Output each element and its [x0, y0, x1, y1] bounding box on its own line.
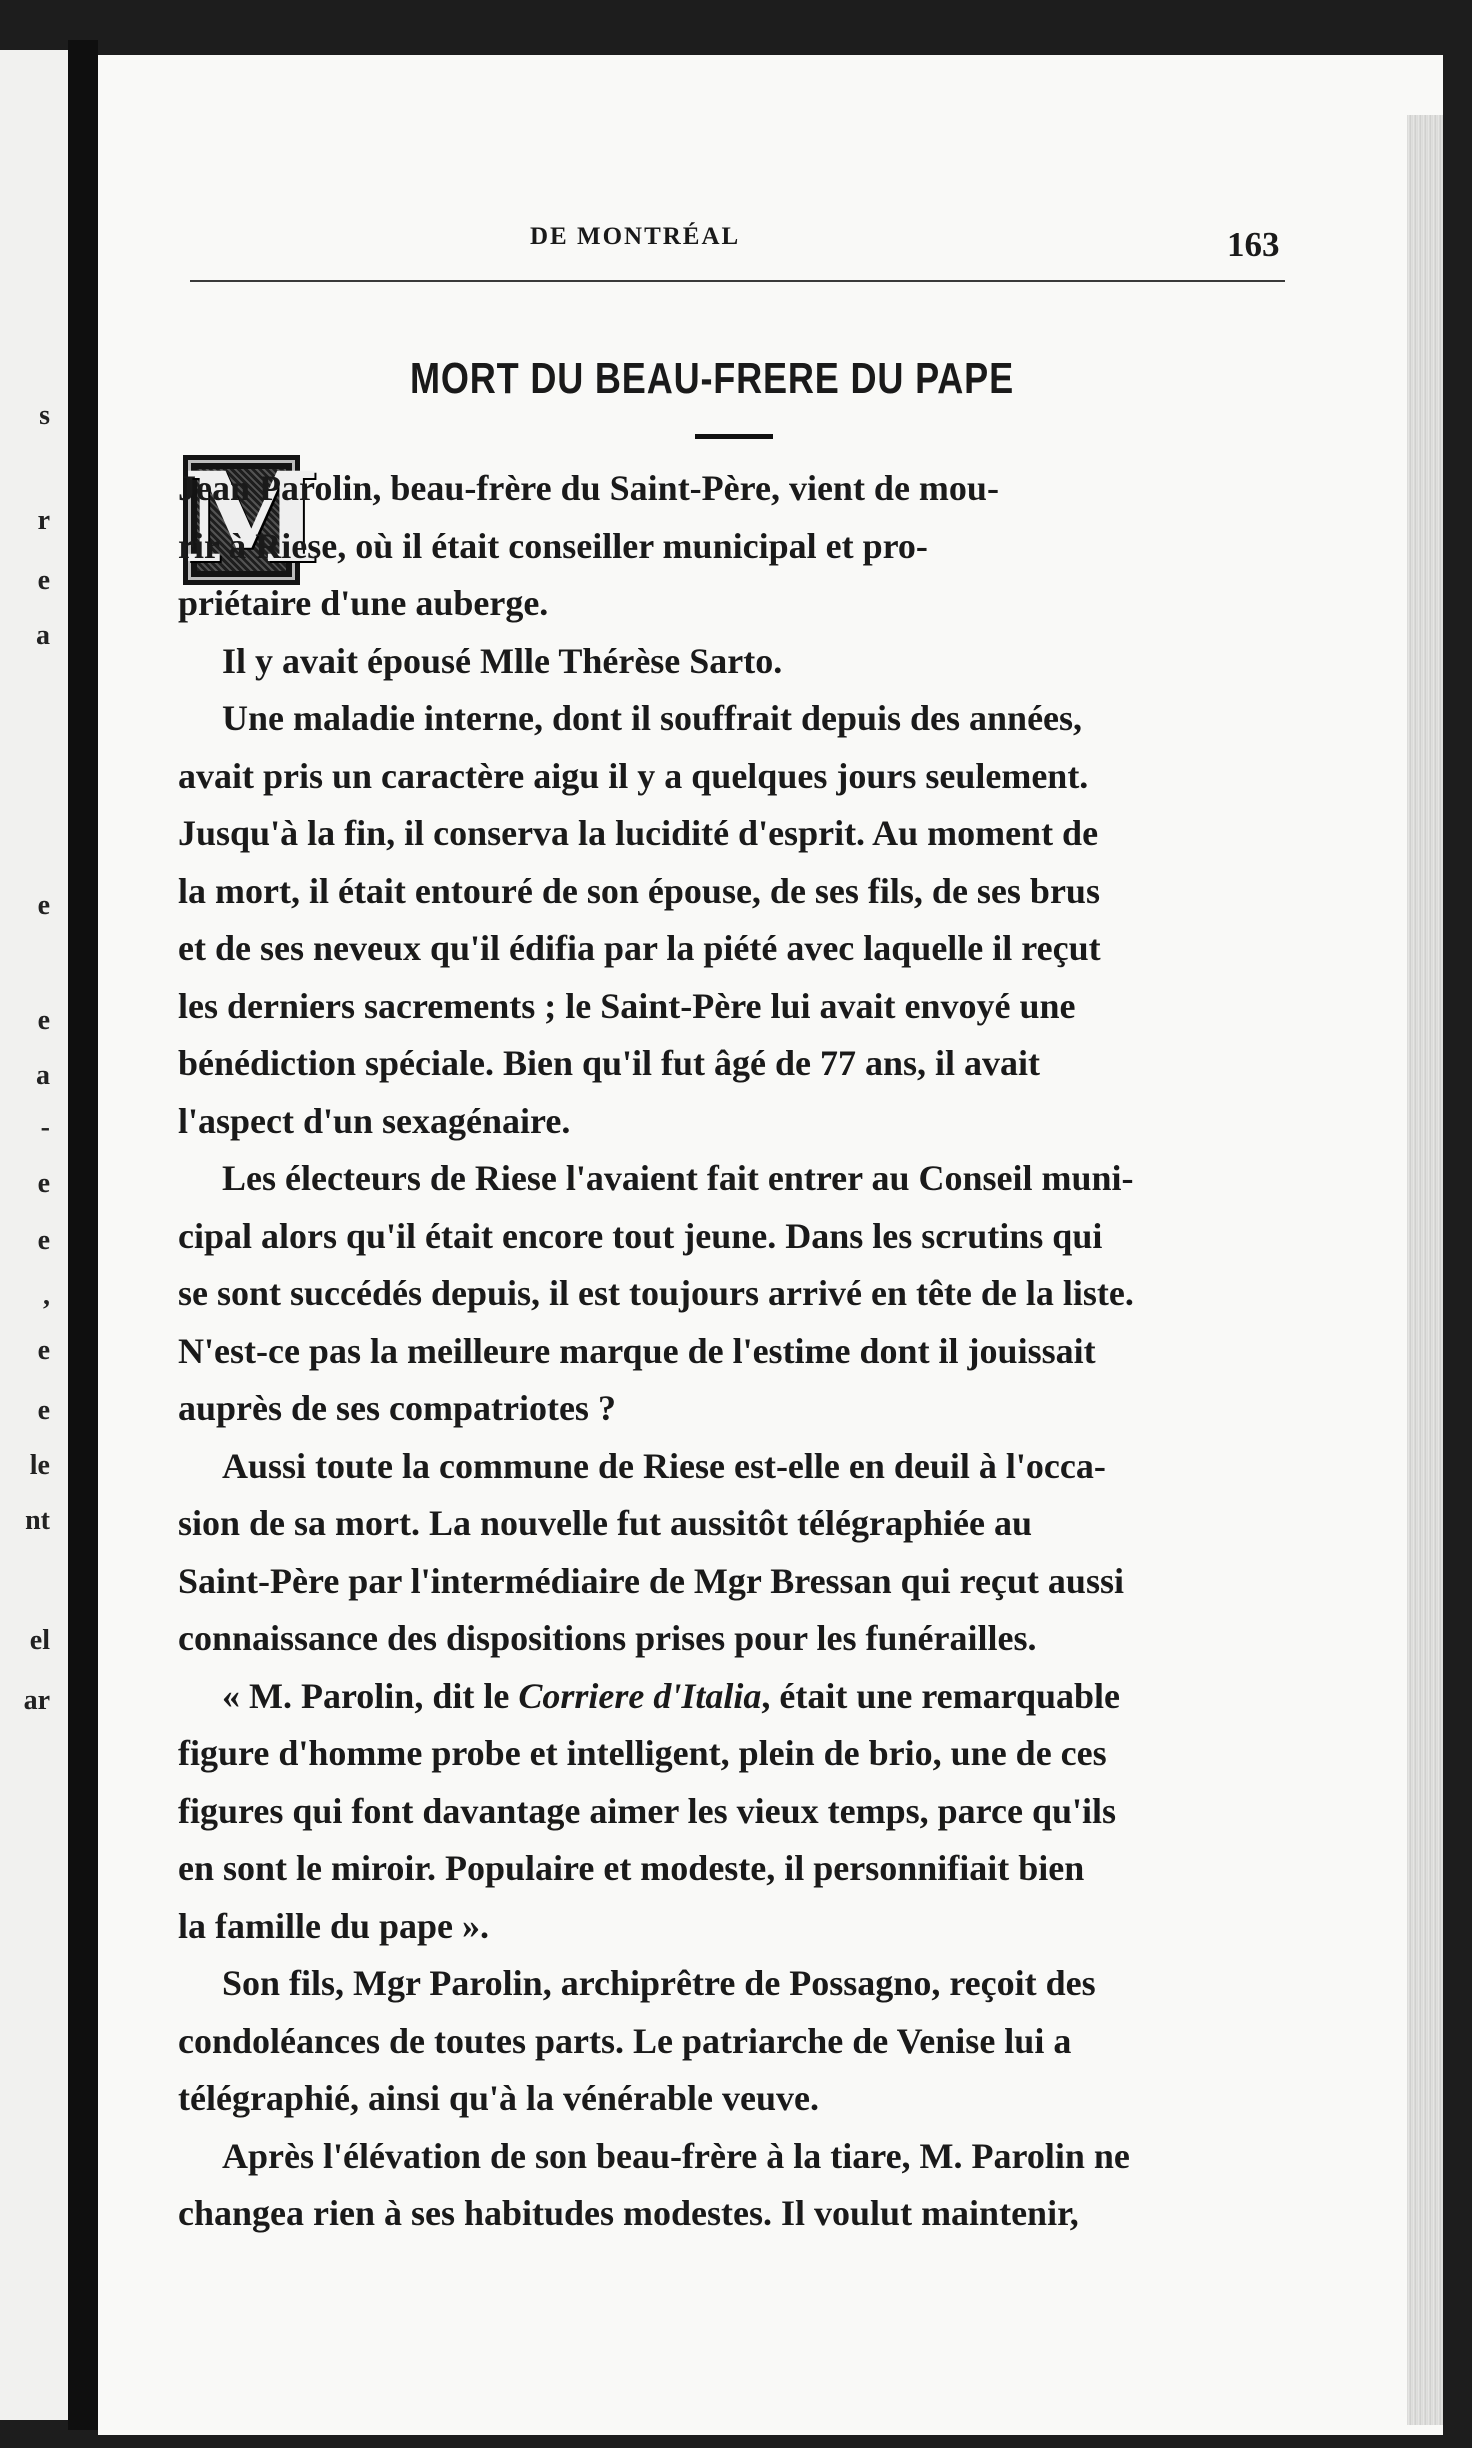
paragraph — [178, 1955, 1278, 2128]
margin-char: , — [43, 1280, 50, 1311]
text-line: cipal alors qu'il était encore tout jeune. Dans les scrutins qui — [178, 1215, 1103, 1256]
text-line: figures qui font davantage aimer les vieux temps, parce qu'ils — [178, 1790, 1117, 1831]
text-line: Les électeurs de Riese l'avaient fait entrer au Conseil muni- — [222, 1158, 1134, 1198]
header-rule — [190, 280, 1285, 282]
paragraph — [178, 1150, 1278, 1438]
margin-char: e — [37, 1005, 50, 1036]
text-line: sion de sa mort. La nouvelle fut aussitôt télégraphiée au — [178, 1503, 1032, 1543]
page-stack-edge — [1407, 115, 1443, 2425]
article-body — [178, 460, 1278, 2243]
text-line: la famille du pape ». — [178, 1905, 490, 1946]
text-line: en sont le miroir. Populaire et modeste, il personnifiait bien — [178, 1848, 1085, 1888]
margin-char: e — [37, 1395, 50, 1426]
facing-page-edge — [0, 50, 68, 2420]
text-line: Aussi toute la commune de Riese est-elle en deuil à l'occa- — [222, 1445, 1106, 1486]
text-line: télégraphié, ainsi qu'à la vénérable veuve. — [178, 2078, 819, 2118]
text-line: Saint-Père par l'intermédiaire de Mgr Bressan qui reçut aussi — [178, 1560, 1124, 1601]
text-line: Après l'élévation de son beau-frère à la tiare, M. Parolin ne — [222, 2135, 1130, 2176]
text-line: bénédiction spéciale. Bien qu'il fut âgé de 77 ans, il avait — [178, 1043, 1041, 1083]
text-line: changea rien à ses habitudes modestes. Il voulut maintenir, — [178, 2193, 1079, 2233]
margin-char: e — [37, 1335, 50, 1366]
text-line: et de ses neveux qu'il édifia par la piété avec laquelle il reçut — [178, 928, 1101, 968]
paragraph — [178, 460, 1278, 633]
margin-char: a — [36, 1060, 50, 1091]
margin-char: e — [37, 1168, 50, 1199]
paragraph — [178, 633, 1278, 691]
text-line — [178, 1668, 1278, 1726]
paragraph — [178, 1438, 1278, 1668]
title-rule — [695, 434, 773, 439]
margin-char: e — [37, 565, 50, 596]
text-line: priétaire d'une auberge. — [178, 583, 549, 623]
text-line: Jean Parolin, beau-frère du Saint-Père, vient de mou- — [178, 468, 999, 508]
text-line: Jusqu'à la fin, il conserva la lucidité d'esprit. Au moment de — [178, 813, 1099, 853]
margin-char: el — [29, 1625, 50, 1656]
text-line: Une maladie interne, dont il souffrait depuis des années, — [222, 698, 1083, 738]
running-head: DE MONTRÉAL — [530, 223, 741, 250]
text-line: N'est-ce pas la meilleure marque de l'estime dont il jouissait — [178, 1330, 1096, 1371]
page-number: 163 — [1227, 225, 1280, 264]
text-line: connaissance des dispositions prises pour les funérailles. — [178, 1618, 1037, 1658]
text-run: , était une remarquable — [761, 1675, 1121, 1716]
margin-char: e — [37, 1225, 50, 1256]
paragraph — [178, 2128, 1278, 2243]
text-run: « M. Parolin, dit le — [222, 1675, 519, 1716]
text-line: auprès de ses compatriotes ? — [178, 1388, 616, 1428]
drop-cap-letter: M — [183, 446, 321, 591]
paragraph — [178, 1668, 1278, 1956]
text-line: figure d'homme probe et intelligent, plein de brio, une de ces — [178, 1733, 1107, 1773]
text-line: l'aspect d'un sexagénaire. — [178, 1100, 571, 1141]
text-line: rir à Riese, où il était conseiller municipal et pro- — [178, 525, 928, 566]
text-line: se sont succédés depuis, il est toujours arrivé en tête de la liste. — [178, 1273, 1134, 1313]
text-line: Il y avait épousé Mlle Thérèse Sarto. — [222, 640, 783, 681]
margin-char: s — [39, 400, 50, 431]
text-line: condoléances de toutes parts. Le patriarche de Venise lui a — [178, 2020, 1072, 2061]
margin-char: le — [29, 1450, 50, 1481]
newspaper-title: Corriere d'Italia — [518, 1675, 762, 1716]
margin-char: - — [40, 1112, 50, 1143]
paragraph — [178, 690, 1278, 1150]
text-line: Son fils, Mgr Parolin, archiprêtre de Possagno, reçoit des — [222, 1963, 1096, 2003]
text-line: avait pris un caractère aigu il y a quelques jours seulement. — [178, 755, 1089, 796]
margin-char: r — [37, 505, 50, 536]
text-line: la mort, il était entouré de son épouse, de ses fils, de ses brus — [178, 870, 1100, 911]
margin-char: nt — [25, 1505, 50, 1536]
text-line: les derniers sacrements ; le Saint-Père lui avait envoyé une — [178, 985, 1076, 1026]
margin-char: a — [36, 620, 50, 651]
margin-char: ar — [23, 1685, 50, 1716]
book-gutter — [68, 40, 98, 2430]
margin-char: e — [37, 890, 50, 921]
article-title: MORT DU BEAU-FRERE DU PAPE — [410, 354, 1014, 403]
